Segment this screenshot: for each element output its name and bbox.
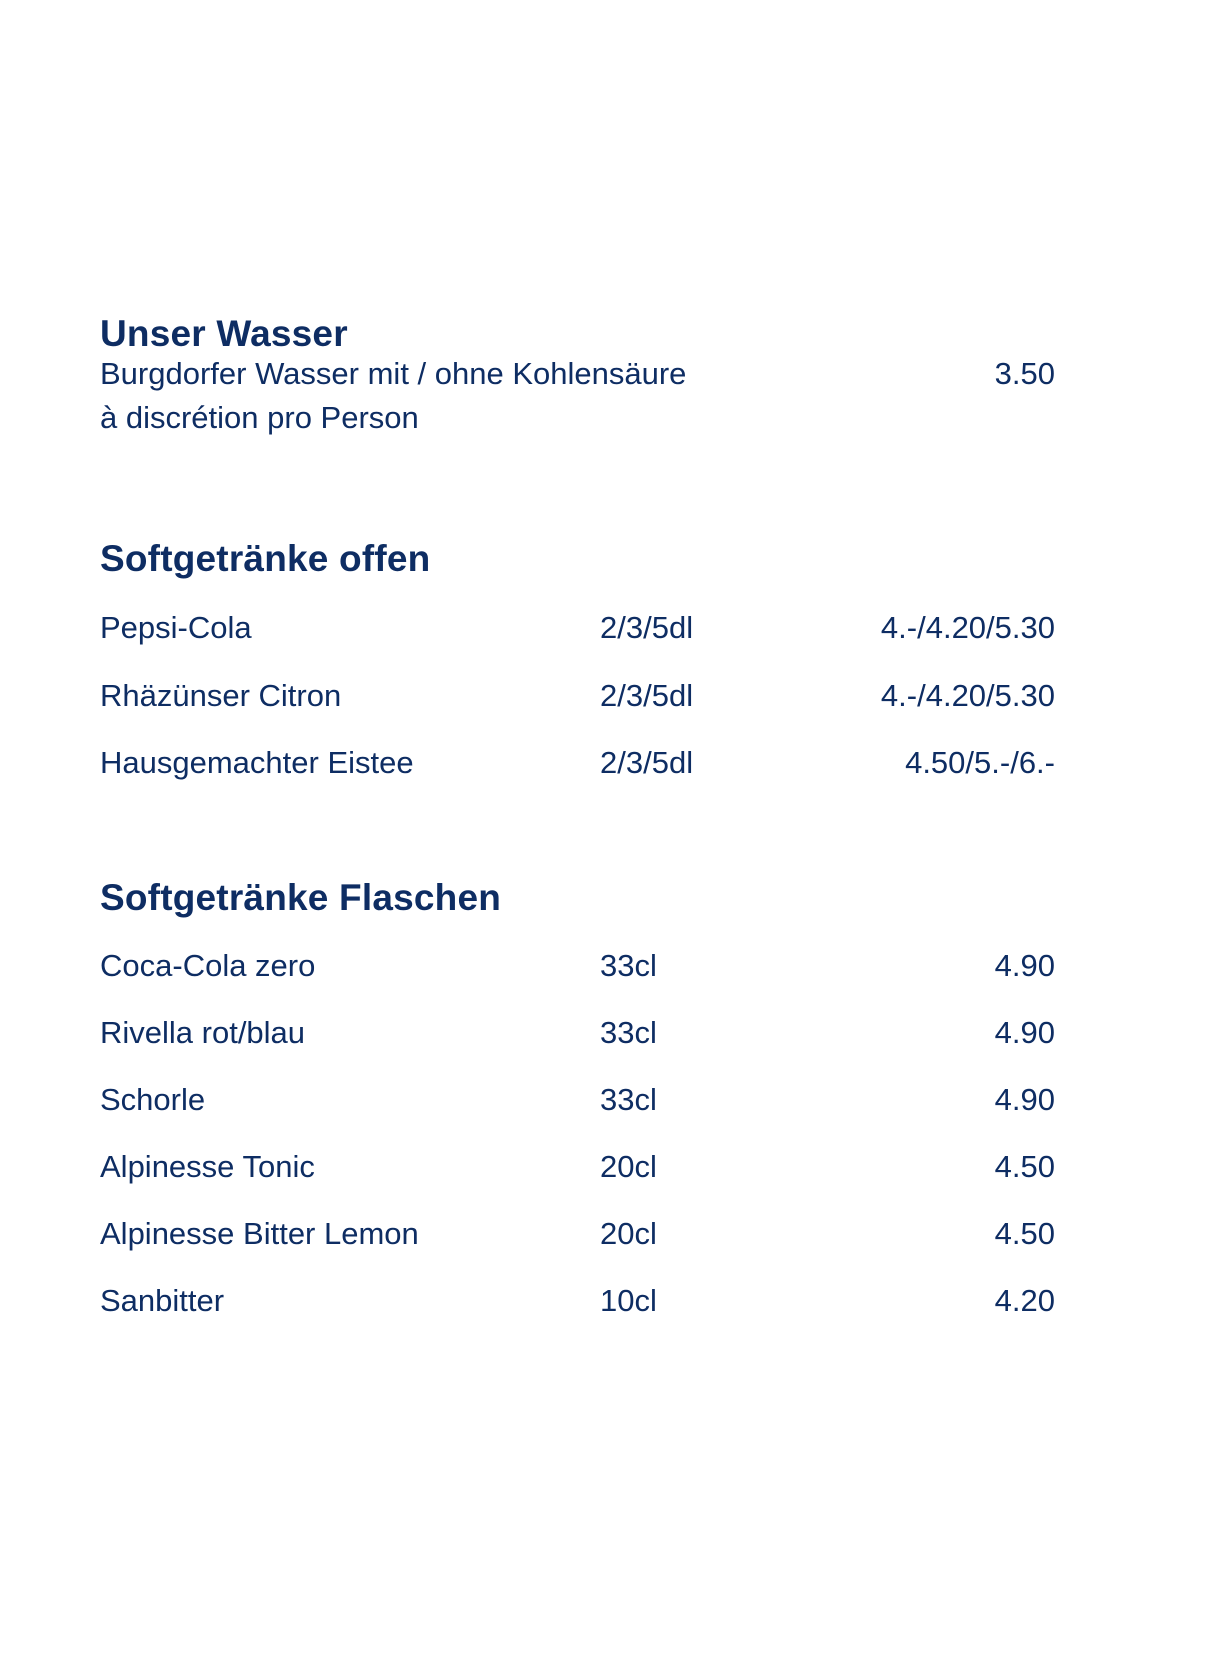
menu-item-price: 4.90 bbox=[994, 948, 1055, 983]
menu-item-name: Hausgemachter Eistee bbox=[100, 745, 414, 780]
menu-item-size: 20cl bbox=[600, 1216, 657, 1251]
water-description-line-2: à discrétion pro Person bbox=[100, 400, 419, 435]
menu-item-size: 20cl bbox=[600, 1149, 657, 1184]
menu-item-price: 4.20 bbox=[994, 1283, 1055, 1318]
section-heading-soft-drinks-open: Softgetränke offen bbox=[100, 538, 431, 579]
water-description-line-1: Burgdorfer Wasser mit / ohne Kohlensäure bbox=[100, 356, 687, 391]
menu-item-size: 33cl bbox=[600, 948, 657, 983]
menu-page bbox=[100, 0, 1055, 1654]
menu-item-price: 4.50/5.-/6.- bbox=[905, 745, 1055, 780]
menu-item-price: 4.90 bbox=[994, 1082, 1055, 1117]
menu-item-size: 2/3/5dl bbox=[600, 745, 694, 780]
menu-item-size: 2/3/5dl bbox=[600, 610, 694, 645]
menu-item-price: 4.-/4.20/5.30 bbox=[880, 678, 1055, 713]
menu-item-name: Alpinesse Tonic bbox=[100, 1149, 315, 1184]
menu-item-name: Rivella rot/blau bbox=[100, 1015, 306, 1050]
menu-item-name: Rhäzünser Citron bbox=[100, 678, 342, 713]
menu-item-size: 10cl bbox=[600, 1283, 657, 1318]
menu-item-size: 33cl bbox=[600, 1015, 657, 1050]
menu-item-name: Alpinesse Bitter Lemon bbox=[100, 1216, 419, 1251]
menu-item-size: 2/3/5dl bbox=[600, 678, 694, 713]
menu-item-size: 33cl bbox=[600, 1082, 657, 1117]
menu-item-name: Coca-Cola zero bbox=[100, 948, 316, 983]
section-heading-water: Unser Wasser bbox=[100, 313, 348, 354]
menu-item-price: 4.-/4.20/5.30 bbox=[880, 610, 1055, 645]
water-price: 3.50 bbox=[994, 356, 1055, 391]
menu-item-price: 4.90 bbox=[994, 1015, 1055, 1050]
menu-item-name: Sanbitter bbox=[100, 1283, 225, 1318]
menu-item-price: 4.50 bbox=[994, 1149, 1055, 1184]
menu-item-price: 4.50 bbox=[994, 1216, 1055, 1251]
menu-item-name: Pepsi-Cola bbox=[100, 610, 252, 645]
menu-item-name: Schorle bbox=[100, 1082, 206, 1117]
section-heading-soft-drinks-bottles: Softgetränke Flaschen bbox=[100, 877, 502, 918]
